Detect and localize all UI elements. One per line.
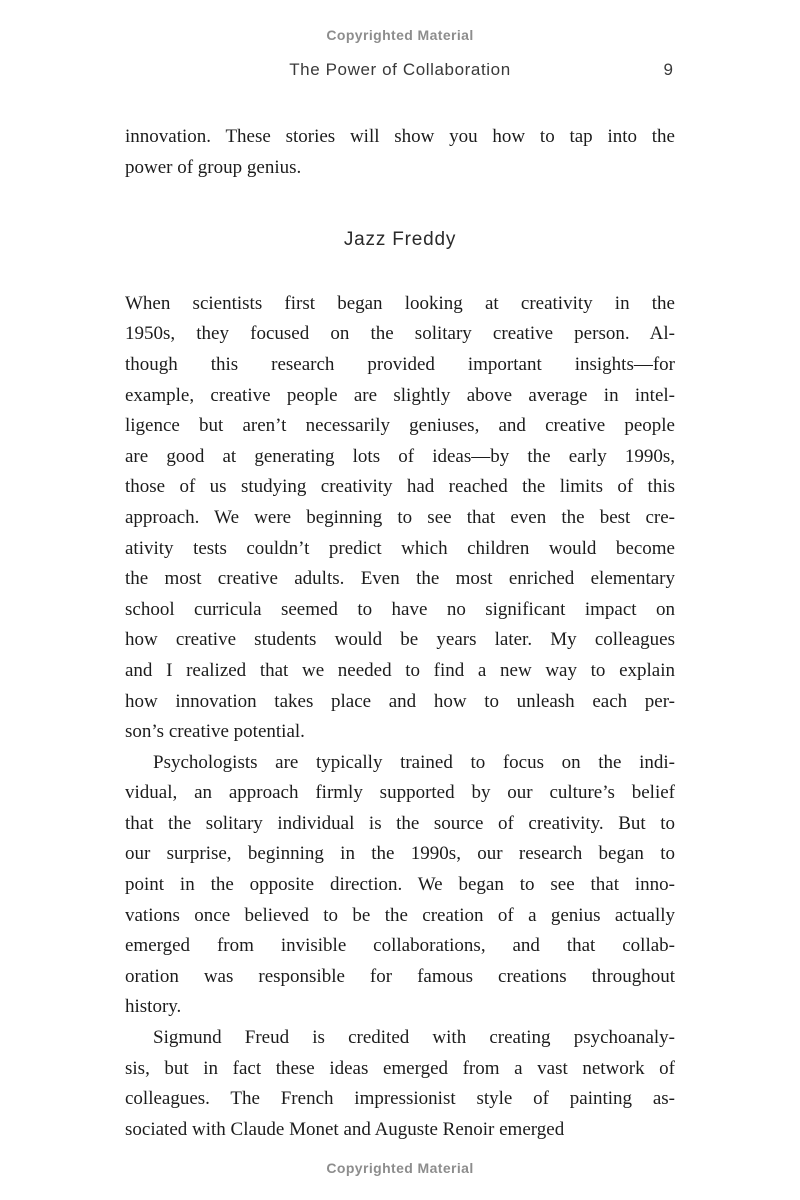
- text-line: those of us studying creativity had reached the limits of this: [125, 476, 675, 498]
- paragraph: [125, 289, 675, 748]
- text-line: vidual, an approach firmly supported by our culture’s belief: [125, 782, 675, 804]
- text-line: and I realized that we needed to find a new way to explain: [125, 659, 675, 681]
- text-line: When scientists first began looking at creativity in the: [125, 292, 675, 314]
- text-line: vations once believed to be the creation of a genius actually: [125, 904, 675, 926]
- text-line: school curricula seemed to have no significant impact on: [125, 598, 675, 620]
- text-line: approach. We were beginning to see that even the best cre-: [125, 506, 675, 528]
- copyright-notice-top: Copyrighted Material: [326, 27, 474, 43]
- text-line: sociated with Claude Monet and Auguste Renoir emerged: [125, 1118, 565, 1140]
- text-line: emerged from invisible collaborations, and that collab-: [125, 935, 675, 957]
- text-line: are good at generating lots of ideas—by the early 1990s,: [125, 445, 675, 467]
- text-line: colleagues. The French impressionist style of painting as-: [125, 1088, 675, 1110]
- text-line: example, creative people are slightly above average in intel-: [125, 384, 675, 406]
- text-line: though this research provided important insights—for: [125, 353, 675, 375]
- page-number: 9: [663, 60, 673, 79]
- text-line: that the solitary individual is the source of creativity. But to: [125, 812, 675, 834]
- text-line: how creative students would be years later. My colleagues: [125, 629, 675, 651]
- section-heading: Jazz Freddy: [343, 229, 457, 251]
- text-line: how innovation takes place and how to unleash each per-: [125, 690, 675, 712]
- text-line: point in the opposite direction. We began to see that inno-: [125, 874, 675, 896]
- running-header-title: The Power of Collaboration: [289, 60, 511, 79]
- text-line: ligence but aren’t necessarily geniuses, and creative people: [125, 415, 675, 437]
- text-line: the most creative adults. Even the most enriched elementary: [125, 568, 675, 590]
- text-line: power of group genius.: [125, 156, 302, 178]
- running-header: [0, 60, 800, 84]
- text-line: oration was responsible for famous creations throughout: [125, 965, 675, 987]
- text-line: our surprise, beginning in the 1990s, our research began to: [125, 843, 675, 865]
- paragraph: [125, 122, 675, 183]
- copyright-notice-bottom: Copyrighted Material: [326, 1160, 474, 1176]
- text-line: Psychologists are typically trained to focus on the indi-: [153, 751, 675, 773]
- text-line: son’s creative potential.: [125, 721, 305, 743]
- text-line: history.: [125, 996, 182, 1018]
- text-line: ativity tests couldn’t predict which children would become: [125, 537, 675, 559]
- paragraph: [125, 1023, 675, 1145]
- page-body: [125, 122, 675, 1145]
- text-line: Sigmund Freud is credited with creating psychoanaly-: [153, 1027, 675, 1049]
- text-line: sis, but in fact these ideas emerged from a vast network of: [125, 1057, 675, 1079]
- paragraph: [125, 748, 675, 1023]
- text-line: 1950s, they focused on the solitary creative person. Al-: [125, 323, 675, 345]
- text-line: innovation. These stories will show you how to tap into the: [125, 126, 675, 147]
